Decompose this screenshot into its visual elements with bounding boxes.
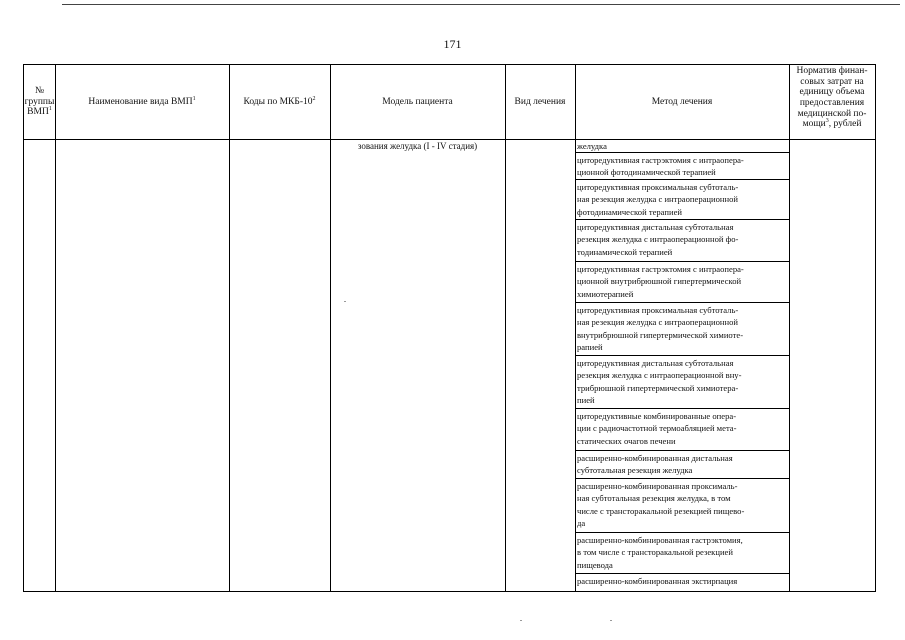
scan-speck — [344, 301, 346, 302]
treatment-method-item: циторедуктивная проксимальная субтоталь- ная резекция желудка с интраоперационной фотодинамической терапией — [575, 180, 789, 220]
treatment-method-item: циторедуктивная проксимальная субтоталь- ная резекция желудка с интраоперационной внутрибрюшной гипертермической химиоте- рапией — [575, 303, 789, 356]
top-rule — [62, 4, 900, 5]
patient-model-cell: зования желудка (I - IV стадия) — [357, 141, 478, 151]
column-divider — [229, 65, 230, 591]
header-treatment-method: Метод лечения — [651, 96, 713, 107]
treatment-method-item: расширенно-комбинированная дистальная субтотальная резекция желудка — [575, 451, 789, 479]
medical-care-table — [23, 64, 876, 592]
treatment-method-item: расширенно-комбинированная экстирпация — [577, 576, 738, 586]
scan-speck — [520, 620, 522, 621]
treatment-method-item: желудка — [575, 139, 789, 153]
treatment-method-item: циторедуктивная дистальная субтотальная резекция желудка с интраоперационной фо- тодинамической терапией — [575, 220, 789, 262]
scan-speck — [610, 620, 612, 621]
header-patient-model: Модель пациента — [382, 96, 453, 107]
header-group-number: № группы ВМП$^1$ — [24, 86, 55, 118]
treatment-method-item: расширенно-комбинированная гастрэктомия, в том числе с трансторакальной резекцией пищевода — [575, 533, 789, 574]
header-financial-standard: Норматив финан- совых затрат на единицу объема предоставления медицинской по- мощи$^3$, рублей — [796, 66, 868, 130]
page-number: 171 — [443, 37, 462, 51]
header-treatment-type: Вид лечения — [514, 96, 566, 107]
treatment-method-item: циторедуктивные комбинированные опера- ции с радиочастотной термоабляцией мета- статических очагов печени — [575, 409, 789, 451]
treatment-method-item: циторедуктивная дистальная субтотальная резекция желудка с интраоперационной вну- трибрюшной гипертермической химиотера- пией — [575, 356, 789, 409]
header-icd-codes: Коды по МКБ-$10^2$ — [243, 95, 316, 107]
treatment-method-item: циторедуктивная гастрэктомия с интраопера- ционной внутрибрюшной гипертермической химиотерапией — [575, 262, 789, 303]
column-divider — [505, 65, 506, 591]
treatment-method-list — [575, 139, 789, 589]
treatment-method-item: расширенно-комбинированная проксималь- ная субтотальная резекция желудка, в том числе с трансторакальной резекцией пищево- да — [575, 479, 789, 533]
column-divider — [789, 65, 790, 591]
header-vmp-type-name: Наименование вида ВМП$^1$ — [88, 95, 196, 107]
column-divider — [55, 65, 56, 591]
treatment-method-item: циторедуктивная гастрэктомия с интраопера- ционной фотодинамической терапией — [575, 153, 789, 180]
